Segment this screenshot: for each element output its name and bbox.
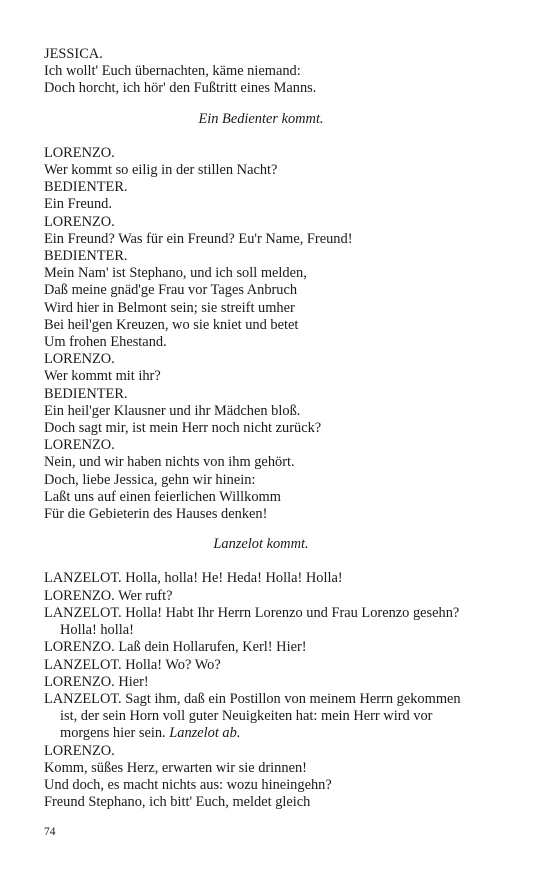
verse-line: Um frohen Ehestand. bbox=[44, 334, 167, 351]
verse-line: Ein heil'ger Klausner und ihr Mädchen bloß. bbox=[44, 402, 301, 419]
verse-line: Bei heil'gen Kreuzen, wo sie kniet und betet bbox=[44, 316, 299, 333]
verse-line: Wer kommt so eilig in der stillen Nacht? bbox=[44, 162, 278, 179]
stage-direction: Lanzelot kommt. bbox=[213, 536, 309, 553]
speaker-label: LORENZO. bbox=[44, 742, 115, 759]
speaker-label: BEDIENTER. bbox=[44, 248, 128, 265]
speaker-label: BEDIENTER. bbox=[44, 385, 128, 402]
prose-line: LANZELOT. Holla! Habt Ihr Herrn Lorenzo und Frau Lorenzo gesehn? bbox=[44, 604, 460, 621]
verse-line: Doch horcht, ich hör' den Fußtritt eines Manns. bbox=[44, 80, 317, 97]
prose-line: LANZELOT. Holla, holla! He! Heda! Holla! Holla! bbox=[44, 570, 343, 587]
page-number: 74 bbox=[44, 826, 56, 838]
verse-line: Doch sagt mir, ist mein Herr noch nicht zurück? bbox=[44, 420, 322, 437]
verse-line: Für die Gebieterin des Hauses denken! bbox=[44, 506, 268, 523]
speaker-label: LORENZO. bbox=[44, 437, 115, 454]
verse-line: Mein Nam' ist Stephano, und ich soll melden, bbox=[44, 265, 307, 282]
prose-continuation bbox=[44, 725, 478, 742]
prose-line: LORENZO. Laß dein Hollarufen, Kerl! Hier! bbox=[44, 639, 307, 656]
play-text bbox=[44, 46, 478, 811]
prose-line: LANZELOT. Holla! Wo? Wo? bbox=[44, 656, 221, 673]
prose-paragraph bbox=[44, 691, 478, 743]
verse-line: Doch, liebe Jessica, gehn wir hinein: bbox=[44, 471, 256, 488]
speaker-label: LORENZO. bbox=[44, 213, 115, 230]
verse-line: Und doch, es macht nichts aus: wozu hineingehn? bbox=[44, 776, 332, 793]
prose-continuation: Holla! holla! bbox=[60, 622, 134, 639]
prose-paragraph bbox=[44, 605, 478, 639]
verse-line: Nein, und wir haben nichts von ihm gehört. bbox=[44, 454, 295, 471]
speaker-label: BEDIENTER. bbox=[44, 179, 128, 196]
verse-line: Laßt uns auf einen feierlichen Willkomm bbox=[44, 488, 281, 505]
verse-line: Ein Freund. bbox=[44, 196, 112, 213]
prose-line: LORENZO. Hier! bbox=[44, 673, 149, 690]
verse-line: Komm, süßes Herz, erwarten wir sie drinnen! bbox=[44, 759, 307, 776]
speaker-label: LORENZO. bbox=[44, 144, 115, 161]
speaker-label: JESSICA. bbox=[44, 46, 103, 62]
verse-line: Wird hier in Belmont sein; sie streift umher bbox=[44, 299, 295, 316]
verse-line: Daß meine gnäd'ge Frau vor Tages Anbruch bbox=[44, 282, 298, 299]
speaker-label: LORENZO. bbox=[44, 351, 115, 368]
verse-line: Ein Freund? Was für ein Freund? Eu'r Name, Freund! bbox=[44, 230, 353, 247]
verse-line: Freund Stephano, ich bitt' Euch, meldet gleich bbox=[44, 794, 311, 811]
prose-line: LANZELOT. Sagt ihm, daß ein Postillon von meinem Herrn gekommen bbox=[44, 690, 461, 707]
prose-text: morgens hier sein. bbox=[60, 725, 166, 742]
inline-stage-direction: Lanzelot ab. bbox=[169, 725, 241, 742]
verse-line: Wer kommt mit ihr? bbox=[44, 368, 161, 385]
verse-line: Ich wollt' Euch übernachten, käme niemand: bbox=[44, 63, 301, 80]
prose-line: LORENZO. Wer ruft? bbox=[44, 587, 173, 604]
prose-continuation: ist, der sein Horn voll guter Neuigkeiten hat: mein Herr wird vor bbox=[60, 708, 433, 725]
stage-direction: Ein Bedienter kommt. bbox=[198, 110, 324, 127]
